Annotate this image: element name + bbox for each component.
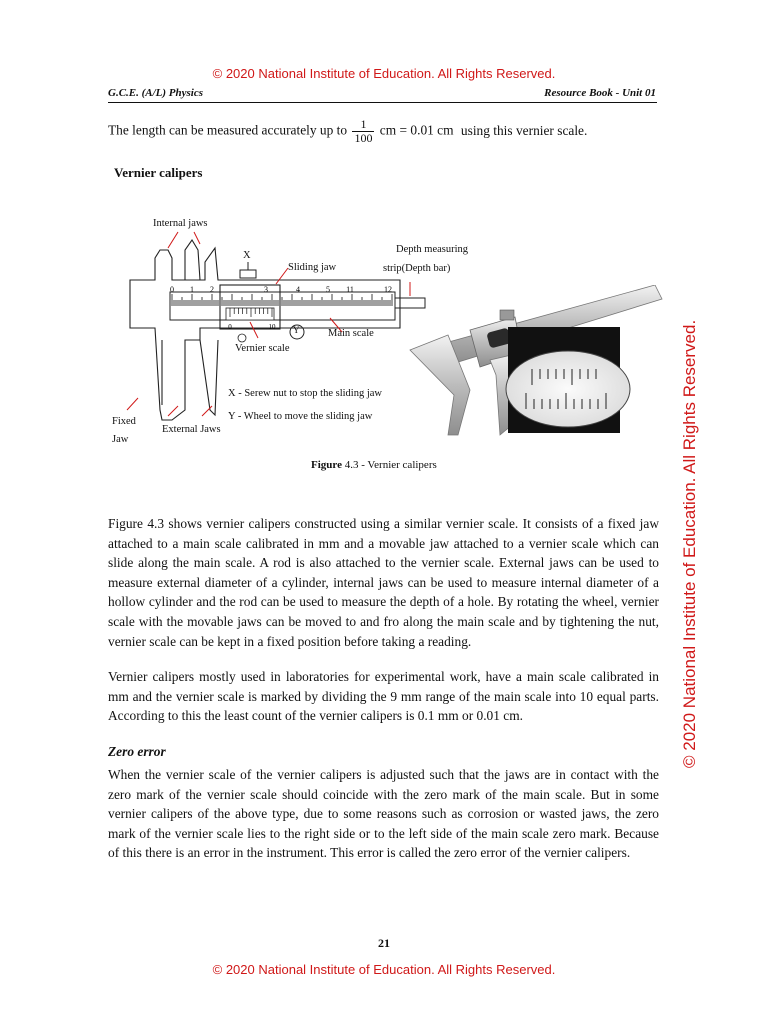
- figure-caption-label: Figure: [311, 459, 342, 471]
- intro-prefix: The length can be measured accurately up to: [108, 122, 348, 138]
- main-scale-number: 0: [170, 285, 174, 294]
- intro-line: [108, 118, 587, 145]
- main-scale-number: 4: [296, 285, 300, 294]
- label-y-description: Y - Wheel to move the sliding jaw: [228, 411, 373, 422]
- paragraph-least-count: Vernier calipers mostly used in laboratories for experimental work, have a main scale calibrated in mm and the vernier scale is marked by dividing the 9 mm range of the main scale into 10 equal parts. According to this the least count of the vernier calipers is 0.1 mm or 0.01 cm.: [108, 669, 659, 724]
- zero-error-title: Zero error: [108, 744, 166, 759]
- caliper-photo: [400, 285, 665, 465]
- intro-suffix: using this vernier scale.: [460, 122, 588, 138]
- paragraph-zero-error: When the vernier scale of the vernier calipers is adjusted such that the jaws are in contact with the zero mark of the vernier scale should coincide with the zero mark of the main scale. But in some vernier calipers of the above type, due to some reasons such as corrosion or wasted jaws, the zero mark of the vernier scale lies to the right side or to the left side of the main scale zero mark. Because of this there is an error in the instrument. This error is called the zero error of the vernier calipers.: [108, 767, 659, 861]
- fraction-denominator: 100: [354, 131, 373, 145]
- header-right: Resource Book - Unit 01: [544, 87, 656, 99]
- label-sliding-jaw: Sliding jaw: [288, 262, 337, 273]
- label-main-scale: Main scale: [328, 328, 374, 339]
- paragraph-description: Figure 4.3 shows vernier calipers constructed using a similar vernier scale. It consists of a fixed jaw attached to a main scale calibrated in mm and a movable jaw attached to a vernier scale which can slide along the main scale. A rod is also attached to the vernier scale. External jaws can be used to measure external diameter of a cylinder, internal jaws can be used to measure internal diameter of a hollow cylinder and the rod can be used to measure the depth of a hole. By rotating the wheel, vernier scale with the movable jaws can be moved to and fro along the main scale and by tightening the nut, vernier scale can be kept in a fixed position before taking a reading.: [108, 516, 659, 649]
- small-wheel-icon: [238, 334, 246, 342]
- label-y: Y: [293, 325, 300, 335]
- vernier-scale-strip: [226, 308, 274, 320]
- fraction: [352, 118, 374, 145]
- caliper-photo-drawing: [400, 285, 665, 465]
- page-number: 21: [378, 936, 390, 950]
- label-vernier-scale: Vernier scale: [235, 343, 290, 354]
- label-x-description: X - Serew nut to stop the sliding jaw: [228, 388, 382, 399]
- label-depth-strip: Depth measuring: [396, 244, 469, 255]
- vernier-scale-number: 10: [268, 323, 276, 331]
- label-x: X: [243, 250, 251, 261]
- label-fixed: Fixed: [112, 416, 136, 427]
- vernier-scale-number: 0: [228, 323, 232, 331]
- main-scale-number: 5: [326, 285, 330, 294]
- header-left: G.C.E. (A/L) Physics: [108, 87, 204, 99]
- label-depth-strip-2: strip(Depth bar): [383, 263, 451, 274]
- header-rule: [108, 102, 657, 103]
- figure-4-3: [100, 210, 670, 480]
- section-title: Vernier calipers: [114, 165, 203, 180]
- copyright-bottom: © 2020 National Institute of Education. All Rights Reserved.: [212, 962, 556, 977]
- copyright-top: © 2020 National Institute of Education. All Rights Reserved.: [212, 66, 556, 81]
- screw-nut-icon: [240, 262, 256, 278]
- main-scale-number: 11: [346, 285, 354, 294]
- main-scale-number: 1: [190, 285, 194, 294]
- main-scale-number: 2: [210, 285, 214, 294]
- main-scale-number: 3: [264, 285, 268, 294]
- main-scale-number: 12: [384, 285, 392, 294]
- figure-caption: [311, 459, 437, 471]
- fraction-numerator: 1: [352, 118, 374, 132]
- intro-value: cm = 0.01 cm: [379, 122, 454, 138]
- figure-caption-text: 4.3 - Vernier calipers: [344, 459, 437, 471]
- label-jaw: Jaw: [112, 434, 129, 445]
- label-external-jaws: External Jaws: [162, 424, 221, 435]
- copyright-side: © 2020 National Institute of Education. All Rights Reserved.: [680, 319, 699, 768]
- label-internal-jaws: Internal jaws: [153, 218, 208, 229]
